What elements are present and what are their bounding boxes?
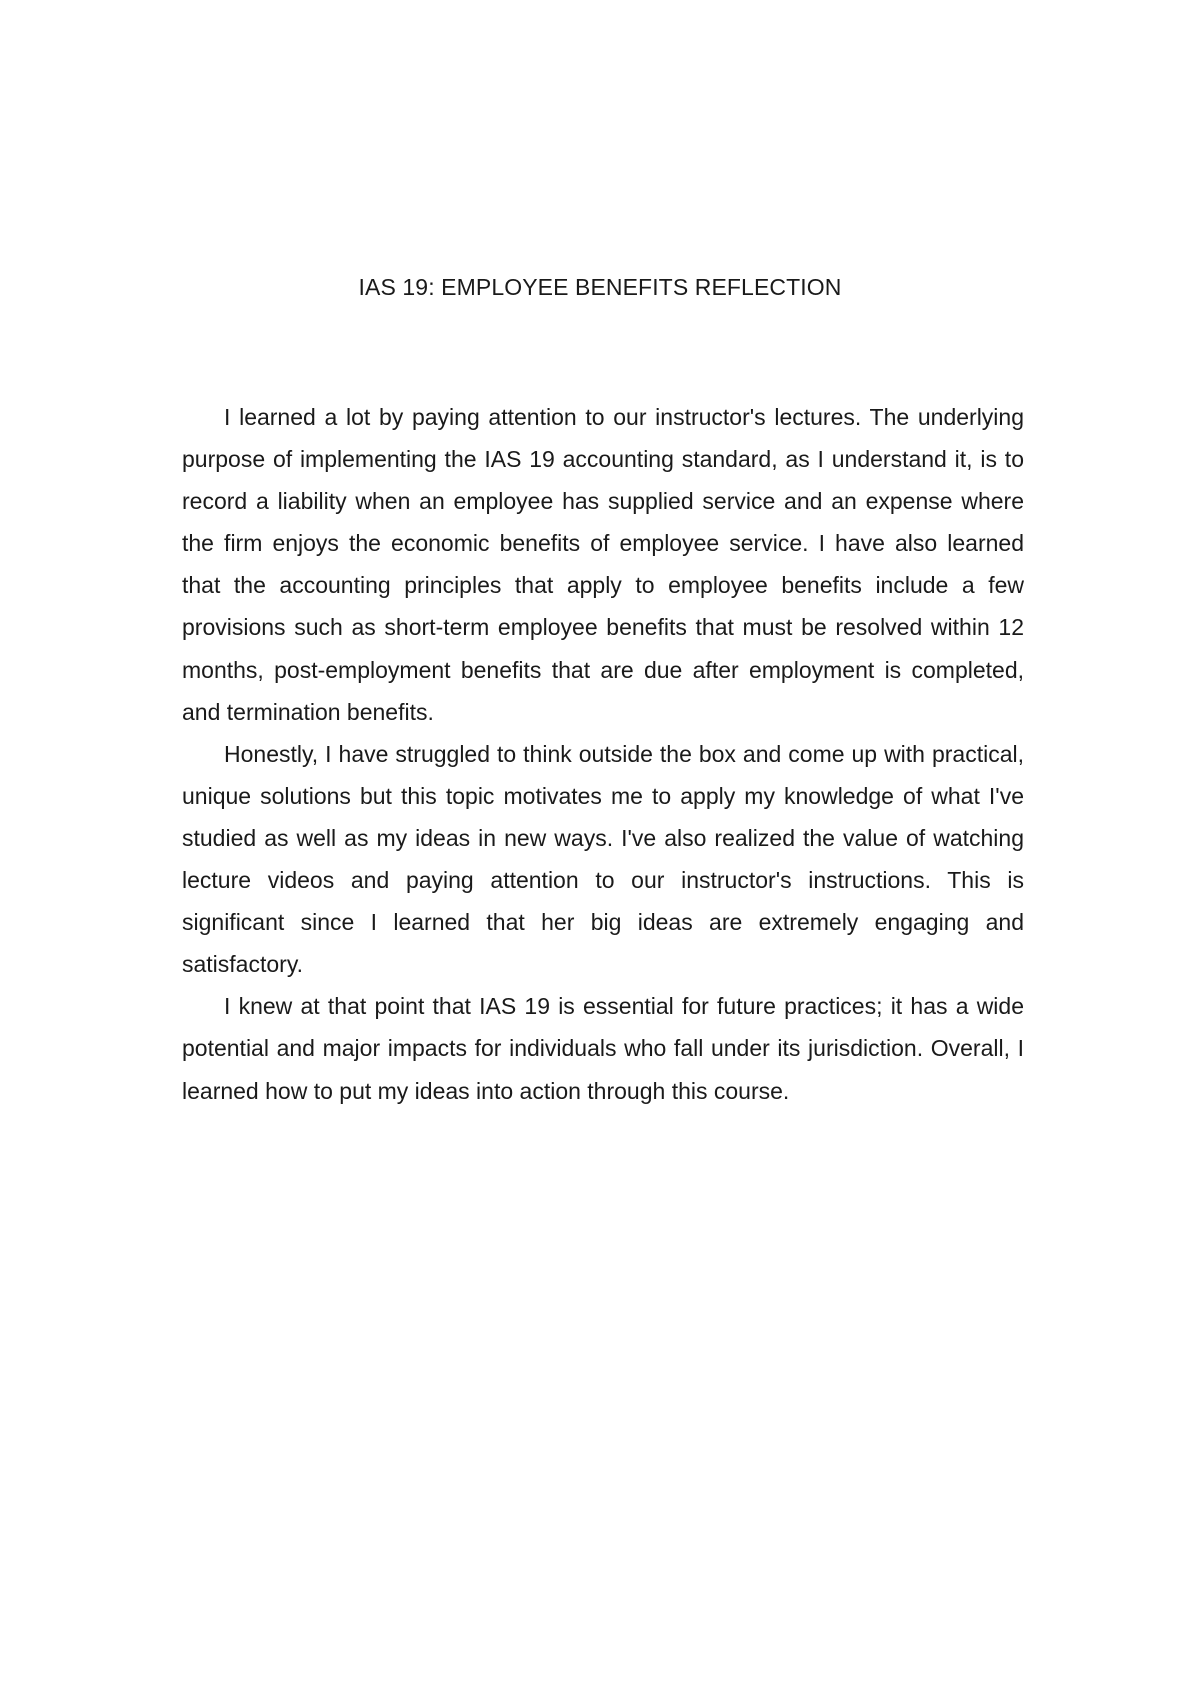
paragraph-3: I knew at that point that IAS 19 is essential for future practices; it has a wide potential and major impacts for individuals who fall under its jurisdiction. Overall, I learned how to put my ideas into action through this course. xyxy=(182,993,1024,1104)
document-body xyxy=(182,396,1024,1112)
paragraph-2: Honestly, I have struggled to think outside the box and come up with practical, unique solutions but this topic motivates me to apply my knowledge of what I've studied as well as my ideas in new ways. I've also realized the value of watching lecture videos and paying attention to our instructor's instructions. This is significant since I learned that her big ideas are extremely engaging and satisfactory. xyxy=(182,740,1024,978)
document-title: IAS 19: EMPLOYEE BENEFITS REFLECTION xyxy=(358,274,842,300)
paragraph-1: I learned a lot by paying attention to our instructor's lectures. The underlying purpose of implementing the IAS 19 accounting standard, as I understand it, is to record a liability when an employee has supplied service and an expense where the firm enjoys the economic benefits of employee service. I have also learned that the accounting principles that apply to employee benefits include a few provisions such as short-term employee benefits that must be resolved within 12 months, post-employment benefits that are due after employment is completed, and termination benefits. xyxy=(182,404,1024,725)
